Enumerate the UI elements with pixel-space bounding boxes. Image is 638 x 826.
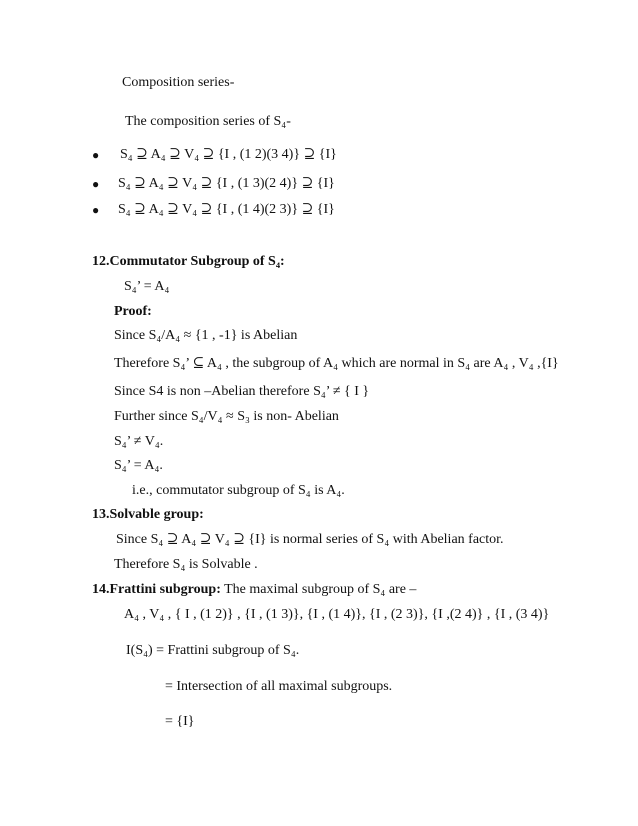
proof-line-3: Since S4 is non –Abelian therefore S₄’ ≠ { I } — [114, 384, 370, 399]
composition-series-2: S₄ ⊇ A₄ ⊇ V₄ ⊇ {I , (1 3)(2 4)} ⊇ {I} — [118, 176, 335, 191]
section-12-title: 12.Commutator Subgroup of S₄: — [92, 254, 285, 269]
proof-label: Proof: — [114, 304, 152, 319]
proof-line-1: Since S₄/A₄ ≈ {1 , -1} is Abelian — [114, 328, 298, 343]
bullet-icon: ● — [92, 148, 100, 162]
section-13-title: 13.Solvable group: — [92, 507, 204, 522]
proof-line-6: S₄’ = A₄. — [114, 458, 163, 473]
solvable-line-1: Since S₄ ⊇ A₄ ⊇ V₄ ⊇ {I} is normal series of S₄ with Abelian factor. — [116, 532, 504, 547]
composition-subheading: The composition series of S₄- — [125, 114, 291, 129]
proof-conclusion: i.e., commutator subgroup of S₄ is A₄. — [132, 483, 345, 498]
frattini-definition-1: I(S₄) = Frattini subgroup of S₄. — [126, 643, 300, 658]
composition-heading: Composition series- — [122, 75, 235, 90]
bullet-icon: ● — [92, 203, 100, 217]
bullet-icon: ● — [92, 177, 100, 191]
composition-series-3: S₄ ⊇ A₄ ⊇ V₄ ⊇ {I , (1 4)(2 3)} ⊇ {I} — [118, 202, 335, 217]
commutator-statement: S₄’ = A₄ — [124, 279, 170, 294]
section-14-intro: The maximal subgroup of S₄ are – — [220, 582, 417, 597]
section-14-line — [92, 581, 416, 599]
section-14-title: 14.Frattini subgroup: — [92, 582, 221, 597]
proof-line-4: Further since S₄/V₄ ≈ S₃ is non- Abelian — [114, 409, 339, 424]
frattini-definition-2: = Intersection of all maximal subgroups. — [165, 679, 393, 694]
maximal-subgroups-list: A₄ , V₄ , { I , (1 2)} , {I , (1 3)}, {I , (1 4)}, {I , (2 3)}, {I ,(2 4)} , {I , (3 4)} — [124, 607, 550, 622]
frattini-definition-3: = {I} — [165, 714, 195, 729]
proof-line-2: Therefore S₄’ ⊆ A₄ , the subgroup of A₄ which are normal in S₄ are A₄ , V₄ ,{I} — [114, 356, 559, 371]
composition-series-1: S₄ ⊇ A₄ ⊇ V₄ ⊇ {I , (1 2)(3 4)} ⊇ {I} — [120, 147, 337, 162]
proof-line-5: S₄’ ≠ V₄. — [114, 434, 164, 449]
solvable-line-2: Therefore S₄ is Solvable . — [114, 557, 258, 572]
